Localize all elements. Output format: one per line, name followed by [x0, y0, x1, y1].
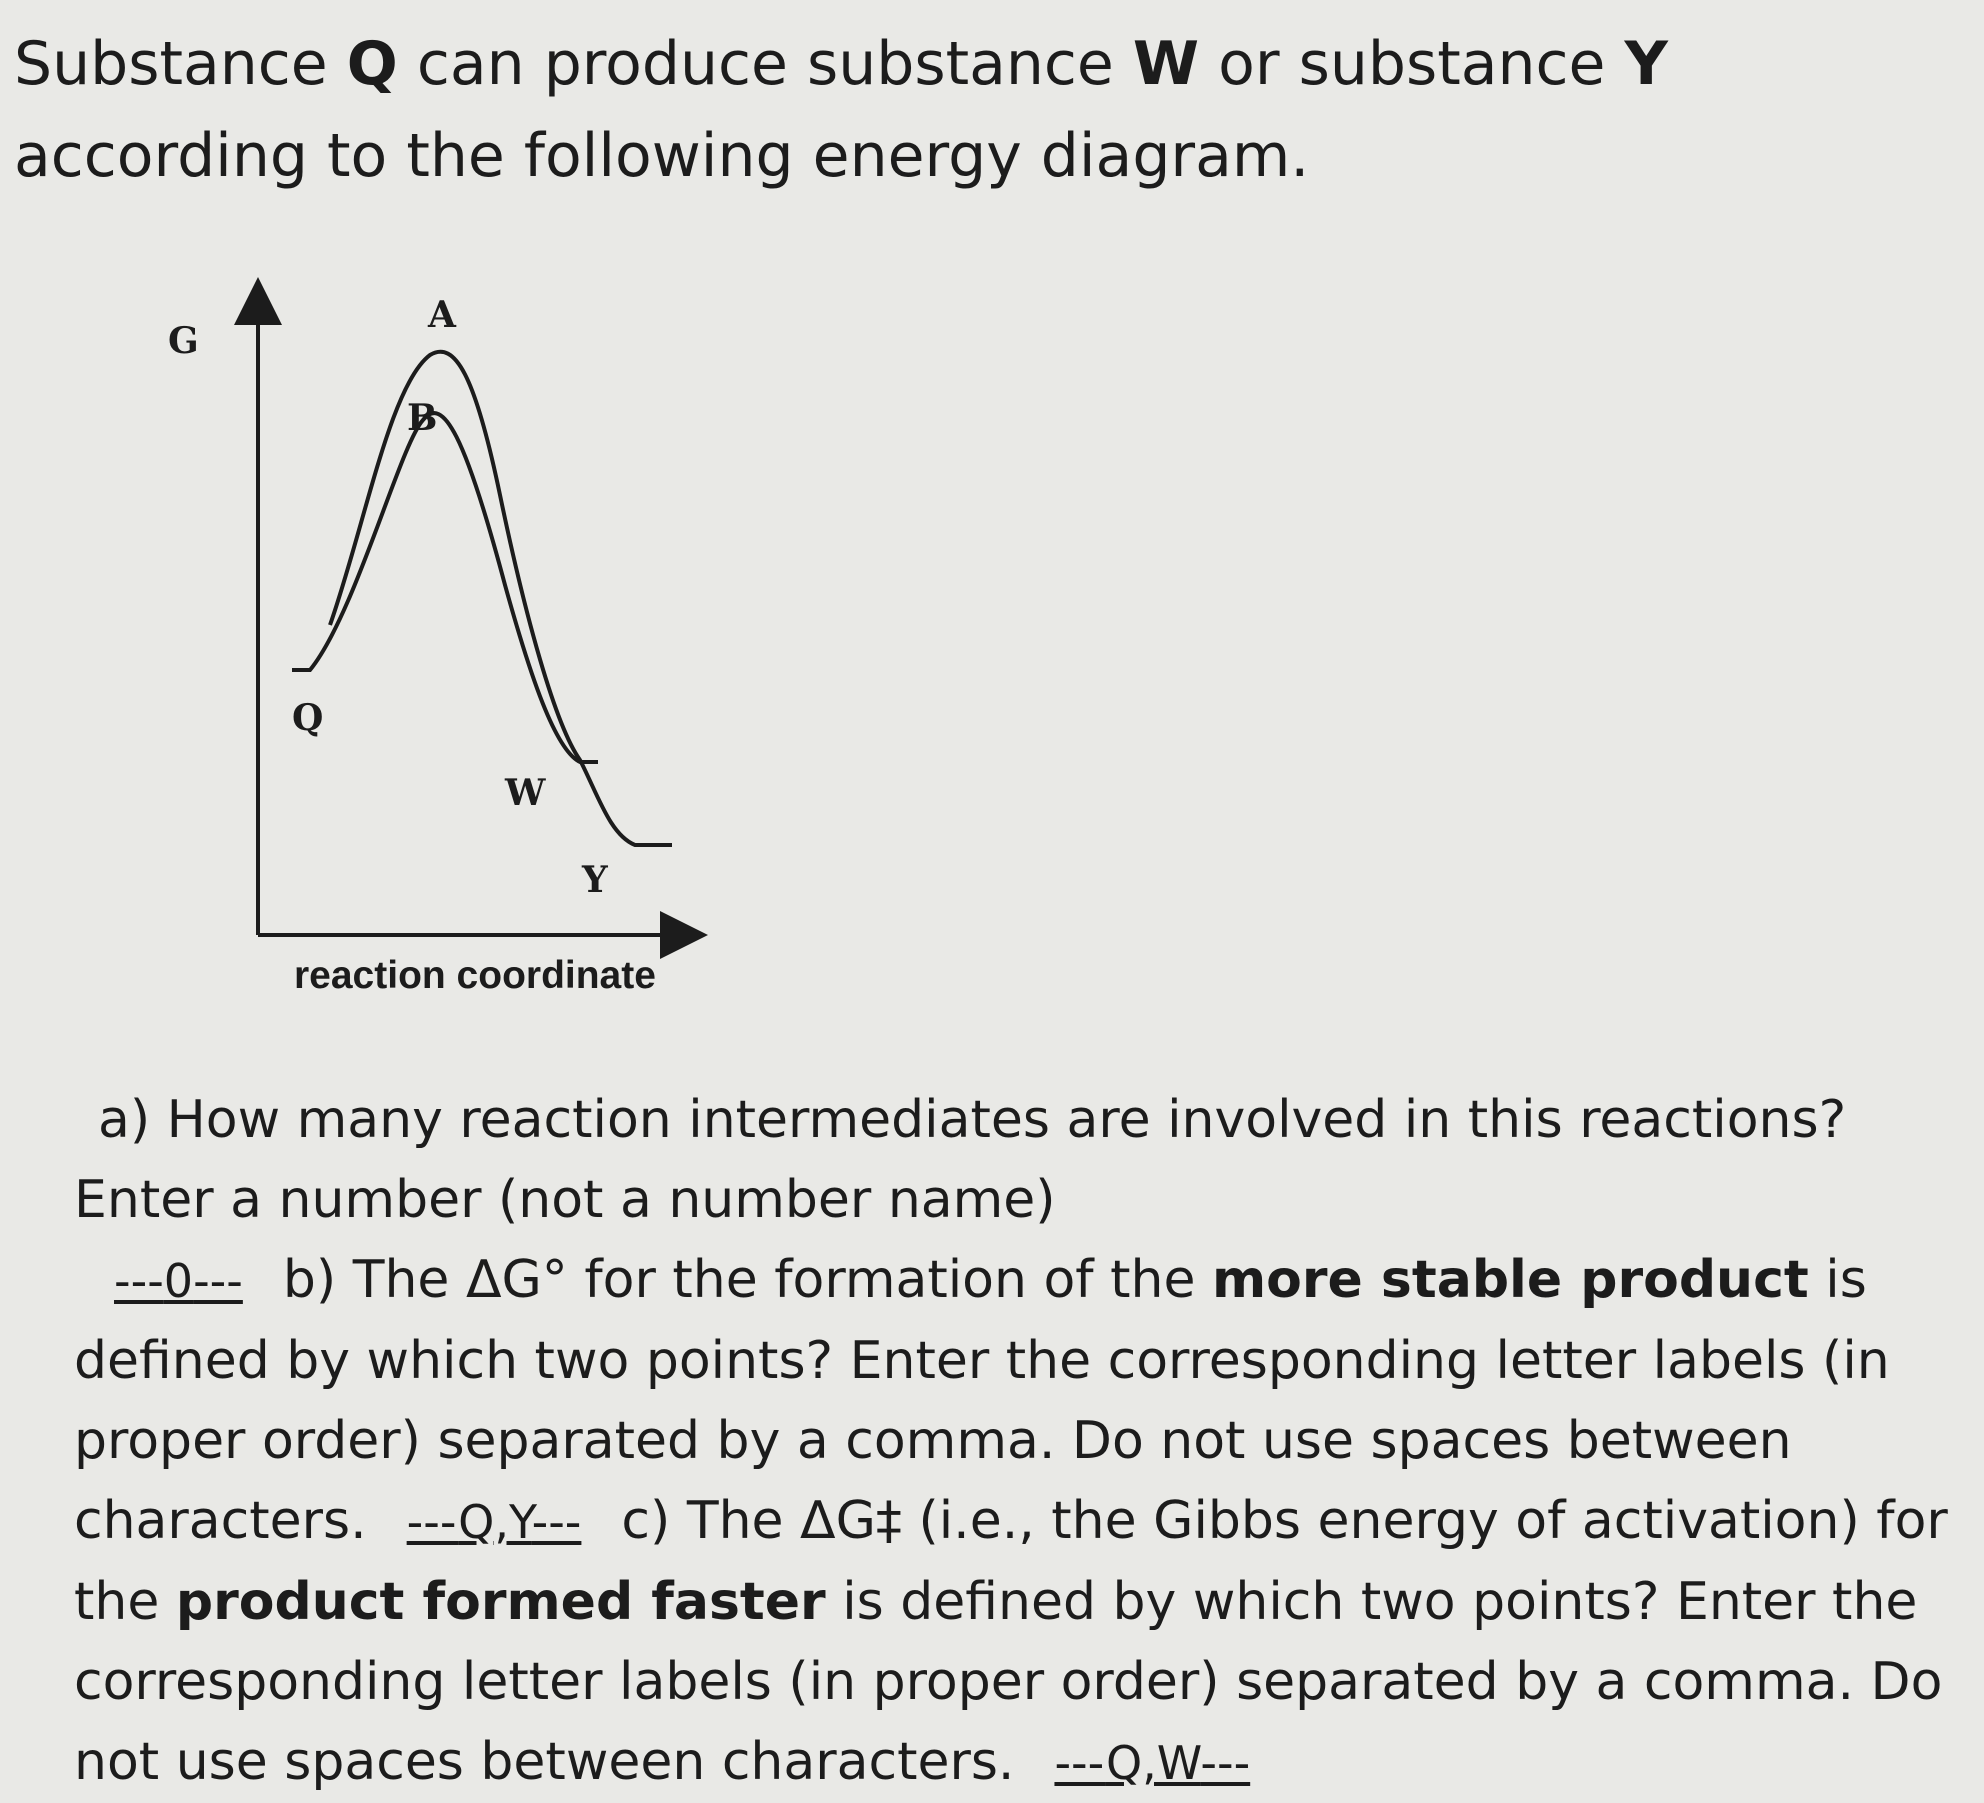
- point-label-q: Q: [292, 697, 324, 739]
- point-label-a: A: [428, 294, 456, 336]
- answer-c-field[interactable]: [1054, 1723, 1250, 1803]
- question-c-bold: product formed faster: [175, 1572, 826, 1632]
- point-label-b: B: [407, 397, 438, 439]
- question-b-text: b) The ΔG° for the formation of the: [282, 1250, 1212, 1310]
- answer-c-value: Q,W: [1105, 1736, 1201, 1790]
- question-b-bold: more stable product: [1212, 1250, 1809, 1310]
- answer-dashes: ---: [1200, 1736, 1251, 1790]
- answer-dashes: ---: [531, 1495, 582, 1549]
- intro-substance-w: W: [1132, 29, 1200, 99]
- axis-label-g: G: [168, 320, 199, 362]
- question-c-text: c) The ΔG‡ (i.e., the Gibbs energy of activation) for the: [74, 1491, 1948, 1632]
- answer-b-value: Q,Y: [458, 1495, 532, 1549]
- answer-dashes: ---: [114, 1254, 164, 1308]
- answer-b-field[interactable]: [407, 1482, 582, 1562]
- questions-paragraph: [74, 1080, 1964, 1803]
- question-b-text: is defined by which two points? Enter the corresponding letter labels (in proper order) separated by a comma. Do not use spaces between characters.: [74, 1250, 1890, 1551]
- intro-substance-y: Y: [1624, 29, 1668, 99]
- x-axis-label: reaction coordinate: [294, 954, 656, 997]
- answer-a-value: 0: [163, 1254, 194, 1308]
- intro-text: can produce substance: [397, 29, 1133, 99]
- curve-to-w: [292, 413, 598, 762]
- answer-dashes: ---: [406, 1495, 459, 1549]
- answer-a-field[interactable]: [114, 1241, 243, 1321]
- curve-to-y: [330, 352, 672, 845]
- energy-diagram: [168, 255, 740, 1015]
- point-label-w: W: [505, 772, 546, 814]
- question-a-text: a) How many reaction intermediates are involved in this reactions? Enter a number (not a number name): [74, 1090, 1847, 1230]
- intro-text: Substance: [14, 29, 347, 99]
- intro-paragraph: [14, 18, 1954, 202]
- answer-dashes: ---: [193, 1254, 243, 1308]
- answer-dashes: ---: [1054, 1736, 1106, 1790]
- intro-substance-q: Q: [346, 29, 398, 99]
- question-c-text: is defined by which two points? Enter the corresponding letter labels (in proper order) separated by a comma. Do not use spaces between characters.: [74, 1572, 1943, 1792]
- intro-text: according to the following energy diagram.: [14, 121, 1310, 191]
- point-label-y: Y: [582, 859, 608, 901]
- intro-text: or substance: [1199, 29, 1625, 99]
